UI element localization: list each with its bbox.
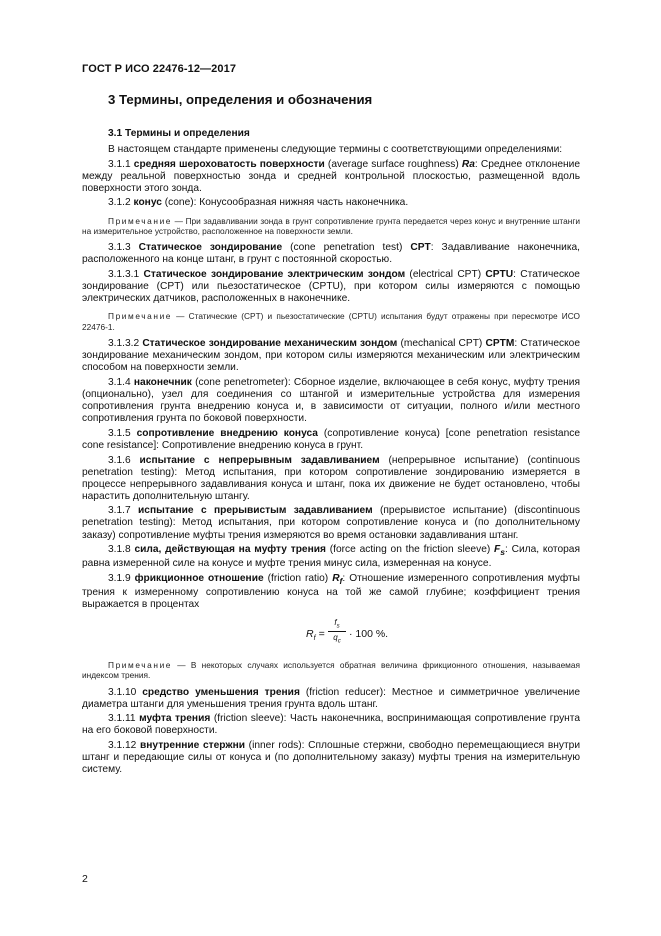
formula-rhs: · 100 %. [349,627,389,640]
term-3-1-2: 3.1.2 конус (cone): Конусообразная нижняя часть наконечника. [108,197,409,209]
note-2: Примечание — Статические (CPT) и пьезостатические (CPTU) испытания будут отражены при пересмотре ИСО 22476-1. [82,311,580,332]
formula-fraction: $\frac{f_s}{q_c}$ [328,618,346,648]
document-body [82,128,580,779]
term-3-1-1: 3.1.1 средняя шероховатость поверхности (average surface roughness) Ra: Среднее отклонение между реальной поверхностью зонда и средней контрольной плоскостью, размещенной вдоль поверхности этого зонда. [82,158,580,194]
term-3-1-11: 3.1.11 муфта трения (friction sleeve): Часть наконечника, воспринимающая сопротивление грунта на его боковой поверхности. [82,713,581,737]
term-3-1-4: 3.1.4 наконечник (cone penetrometer): Сборное изделие, включающее в себя конус, муфту трения (опционально), узел для соединения со штангой и измерительные устройства для измерения сопротивления грунта внедрению конуса и, в зависимости от ситуации, полного и/или местного сопротивления грунта по боковой поверхности. [82,376,580,425]
intro-paragraph: В настоящем стандарте применены следующие термины с соответствующими определениями: [108,144,563,156]
formula-lhs: $R_f$ = [306,627,325,642]
subsection-title: 3.1 Термины и определения [108,128,250,139]
term-3-1-3-1: 3.1.3.1 Статическое зондирование электрическим зондом (electrical CPT) CPTU: Статическое зондирование (CPT) или пьезостатическое (CPTU), при котором силы измеряются с помощью электрических датчиков, расположенных в наконечнике. [82,269,580,305]
term-3-1-5: 3.1.5 сопротивление внедрению конуса (сопротивление конуса) [cone penetration resistance cone resistance]: Сопротивление внедрению конуса в грунт. [82,427,580,451]
term-3-1-3: 3.1.3 Статическое зондирование (cone penetration test) CPT: Задавливание наконечника, расположенного на конце штанг, в грунт с постоянной скоростью. [82,242,580,266]
term-3-1-9: 3.1.9 фрикционное отношение (friction ratio) $R_f$: Отношение измеренного сопротивления муфты трения к измеренному сопротивлению конуса на той же самой глубине; коэффициент трения выражается в процентах [82,572,580,611]
note-3: Примечание — В некоторых случаях используется обратная величина фрикционного отношения, называемая индексом трения. [82,659,580,681]
term-3-1-7: 3.1.7 испытание с прерывистым задавливанием (прерывистое испытание) (discontinuous penetration testing): Метод испытания, при котором сопротивление конуса и (по дополнительному заказу) сопротивление муфты трения измеряются во время остановки задавливания штанг. [82,505,580,541]
friction-ratio-formula [82,614,580,654]
page-number: 2 [82,873,88,885]
term-3-1-3-2: 3.1.3.2 Статическое зондирование механическим зондом (mechanical CPT) CPTM: Статическое зондирование механическим зондом, при котором силы измеряются механическим или электрическим способом на поверхности земли. [82,338,580,374]
standard-header: ГОСТ Р ИСО 22476-12—2017 [82,63,237,75]
term-3-1-10: 3.1.10 средство уменьшения трения (friction reducer): Местное и симметричное увеличение диаметра штанги для уменьшения трения грунта вдоль штанг. [82,686,581,710]
note-1: Примечание — При задавливании зонда в грунт сопротивление грунта передается через конус и внутренние штанги на измерительное устройство, расположенное на поверхности земли. [82,215,580,236]
term-3-1-6: 3.1.6 испытание с непрерывным задавливанием (непрерывное испытание) (continuous penetration testing): Метод испытания, при котором сопротивление зондированию измеряется в процессе непрерывного задавливания конуса и штанг, пока их движение не будет остановлено, чтобы нарастить дополнительную штангу. [82,454,580,502]
term-3-1-8: 3.1.8 сила, действующая на муфту трения (force acting on the friction sleeve) $F_s$: Сила, которая равна измеренной силе на конусе и муфте трения минус сила, измеренная на конусе. [82,544,580,570]
term-3-1-12: 3.1.12 внутренние стержни (inner rods): Сплошные стержни, свободно перемещающиеся внутри штанг и передающие силы от конуса и (по дополнительному заказу) муфты трения на измерительную систему. [82,739,581,776]
section-title: 3 Термины, определения и обозначения [108,92,373,107]
